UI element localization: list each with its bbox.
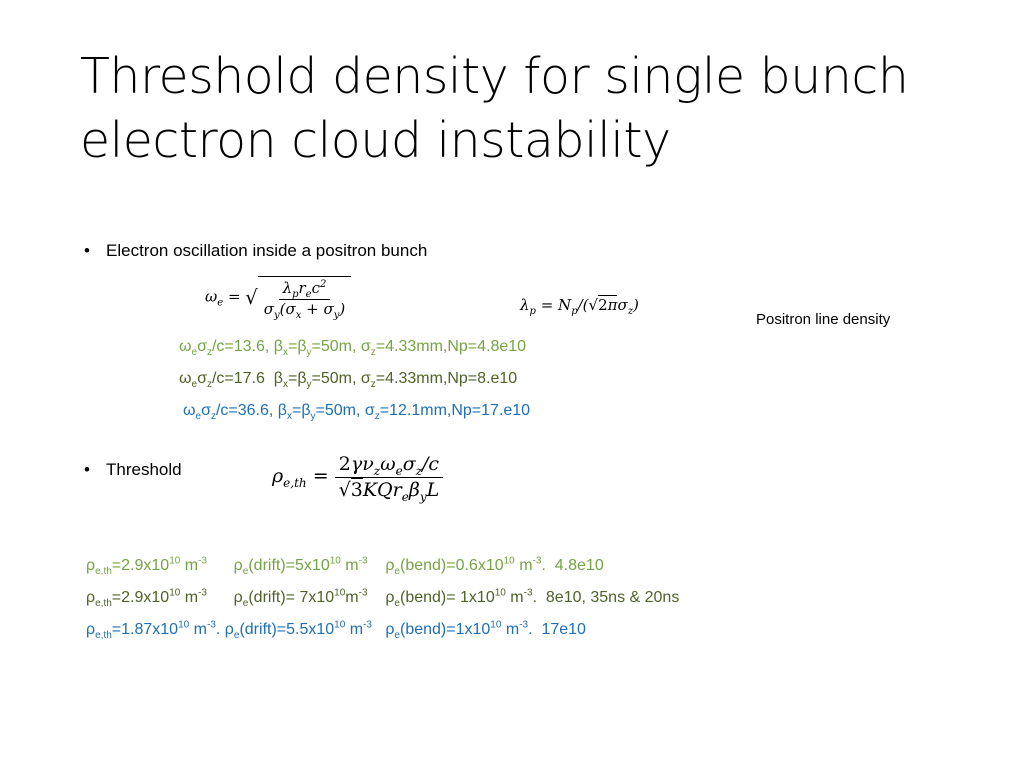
bullet-electron-oscillation <box>84 240 427 262</box>
threshold-formula: $\rho_{e,th}$ = $\frac{2\gamma\nu_z\omega_e\sigma_z/c}{√3KQr_e\beta_yL}$ <box>272 452 443 502</box>
lambda-p-formula: $\lambda_p = N_p/(√2\pi\sigma_z)$ <box>520 296 639 317</box>
threshold-case-2: $\rho_{e,th}=2.9x10^{10}$ $m^{-3}$ $\rho_e(drift)= 7x10^{10}m^{-3}$ $\rho_e(bend)= 1x10^{10}$ $m^{-3}$. 8e10, 35ns & 20ns <box>86 587 680 610</box>
oscillation-case-2: $\omega_e\sigma_z/c=17.6$ $\beta_x=\beta_y=50m$, $\sigma_z=4.33mm,Np=8.e10$ <box>179 370 518 391</box>
omega-e-formula: $\omega_e$ = √ $\frac{\lambda_pr_ec^2}{\sigma_y(\sigma_x + \sigma_y)}$ <box>205 276 351 319</box>
bullet-dot: • <box>84 460 90 479</box>
bullet-threshold <box>84 459 182 481</box>
title-line-1: Threshold density for single bunch <box>80 48 909 105</box>
bullet-text: Threshold <box>106 460 182 479</box>
title-line-2: electron cloud instability <box>80 112 671 169</box>
slide-title <box>80 45 980 173</box>
bullet-dot: • <box>84 241 90 260</box>
oscillation-case-3: $\omega_e\sigma_z/c=36.6$, $\beta_x=\beta_y=50m$, $\sigma_z=12.1mm,Np=17.e10$ <box>183 402 531 423</box>
positron-line-density-label: Positron line density <box>756 311 891 328</box>
oscillation-case-1: $\omega_e\sigma_z/c=13.6$, $\beta_x=\beta_y=50m$, $\sigma_z=4.33mm,Np=4.8e10$ <box>179 338 527 359</box>
bullet-text: Electron oscillation inside a positron bunch <box>106 241 428 260</box>
sqrt-expression: √ $\frac{\lambda_pr_ec^2}{\sigma_y(\sigma_x + \sigma_y)}$ <box>245 276 351 319</box>
threshold-case-1: $\rho_{e,th}=2.9x10^{10}$ $m^{-3}$ $\rho_e(drift)=5x10^{10}$ $m^{-3}$ $\rho_e(bend)=0.6x10^{10}$ $m^{-3}$. 4.8e10 <box>86 555 604 578</box>
threshold-case-3: $\rho_{e,th}=1.87x10^{10}$ $m^{-3}$. $\rho_e(drift)=5.5x10^{10}$ $m^{-3}$ $\rho_e(bend)=1x10^{10}$ $m^{-3}$. 17e10 <box>86 619 586 642</box>
